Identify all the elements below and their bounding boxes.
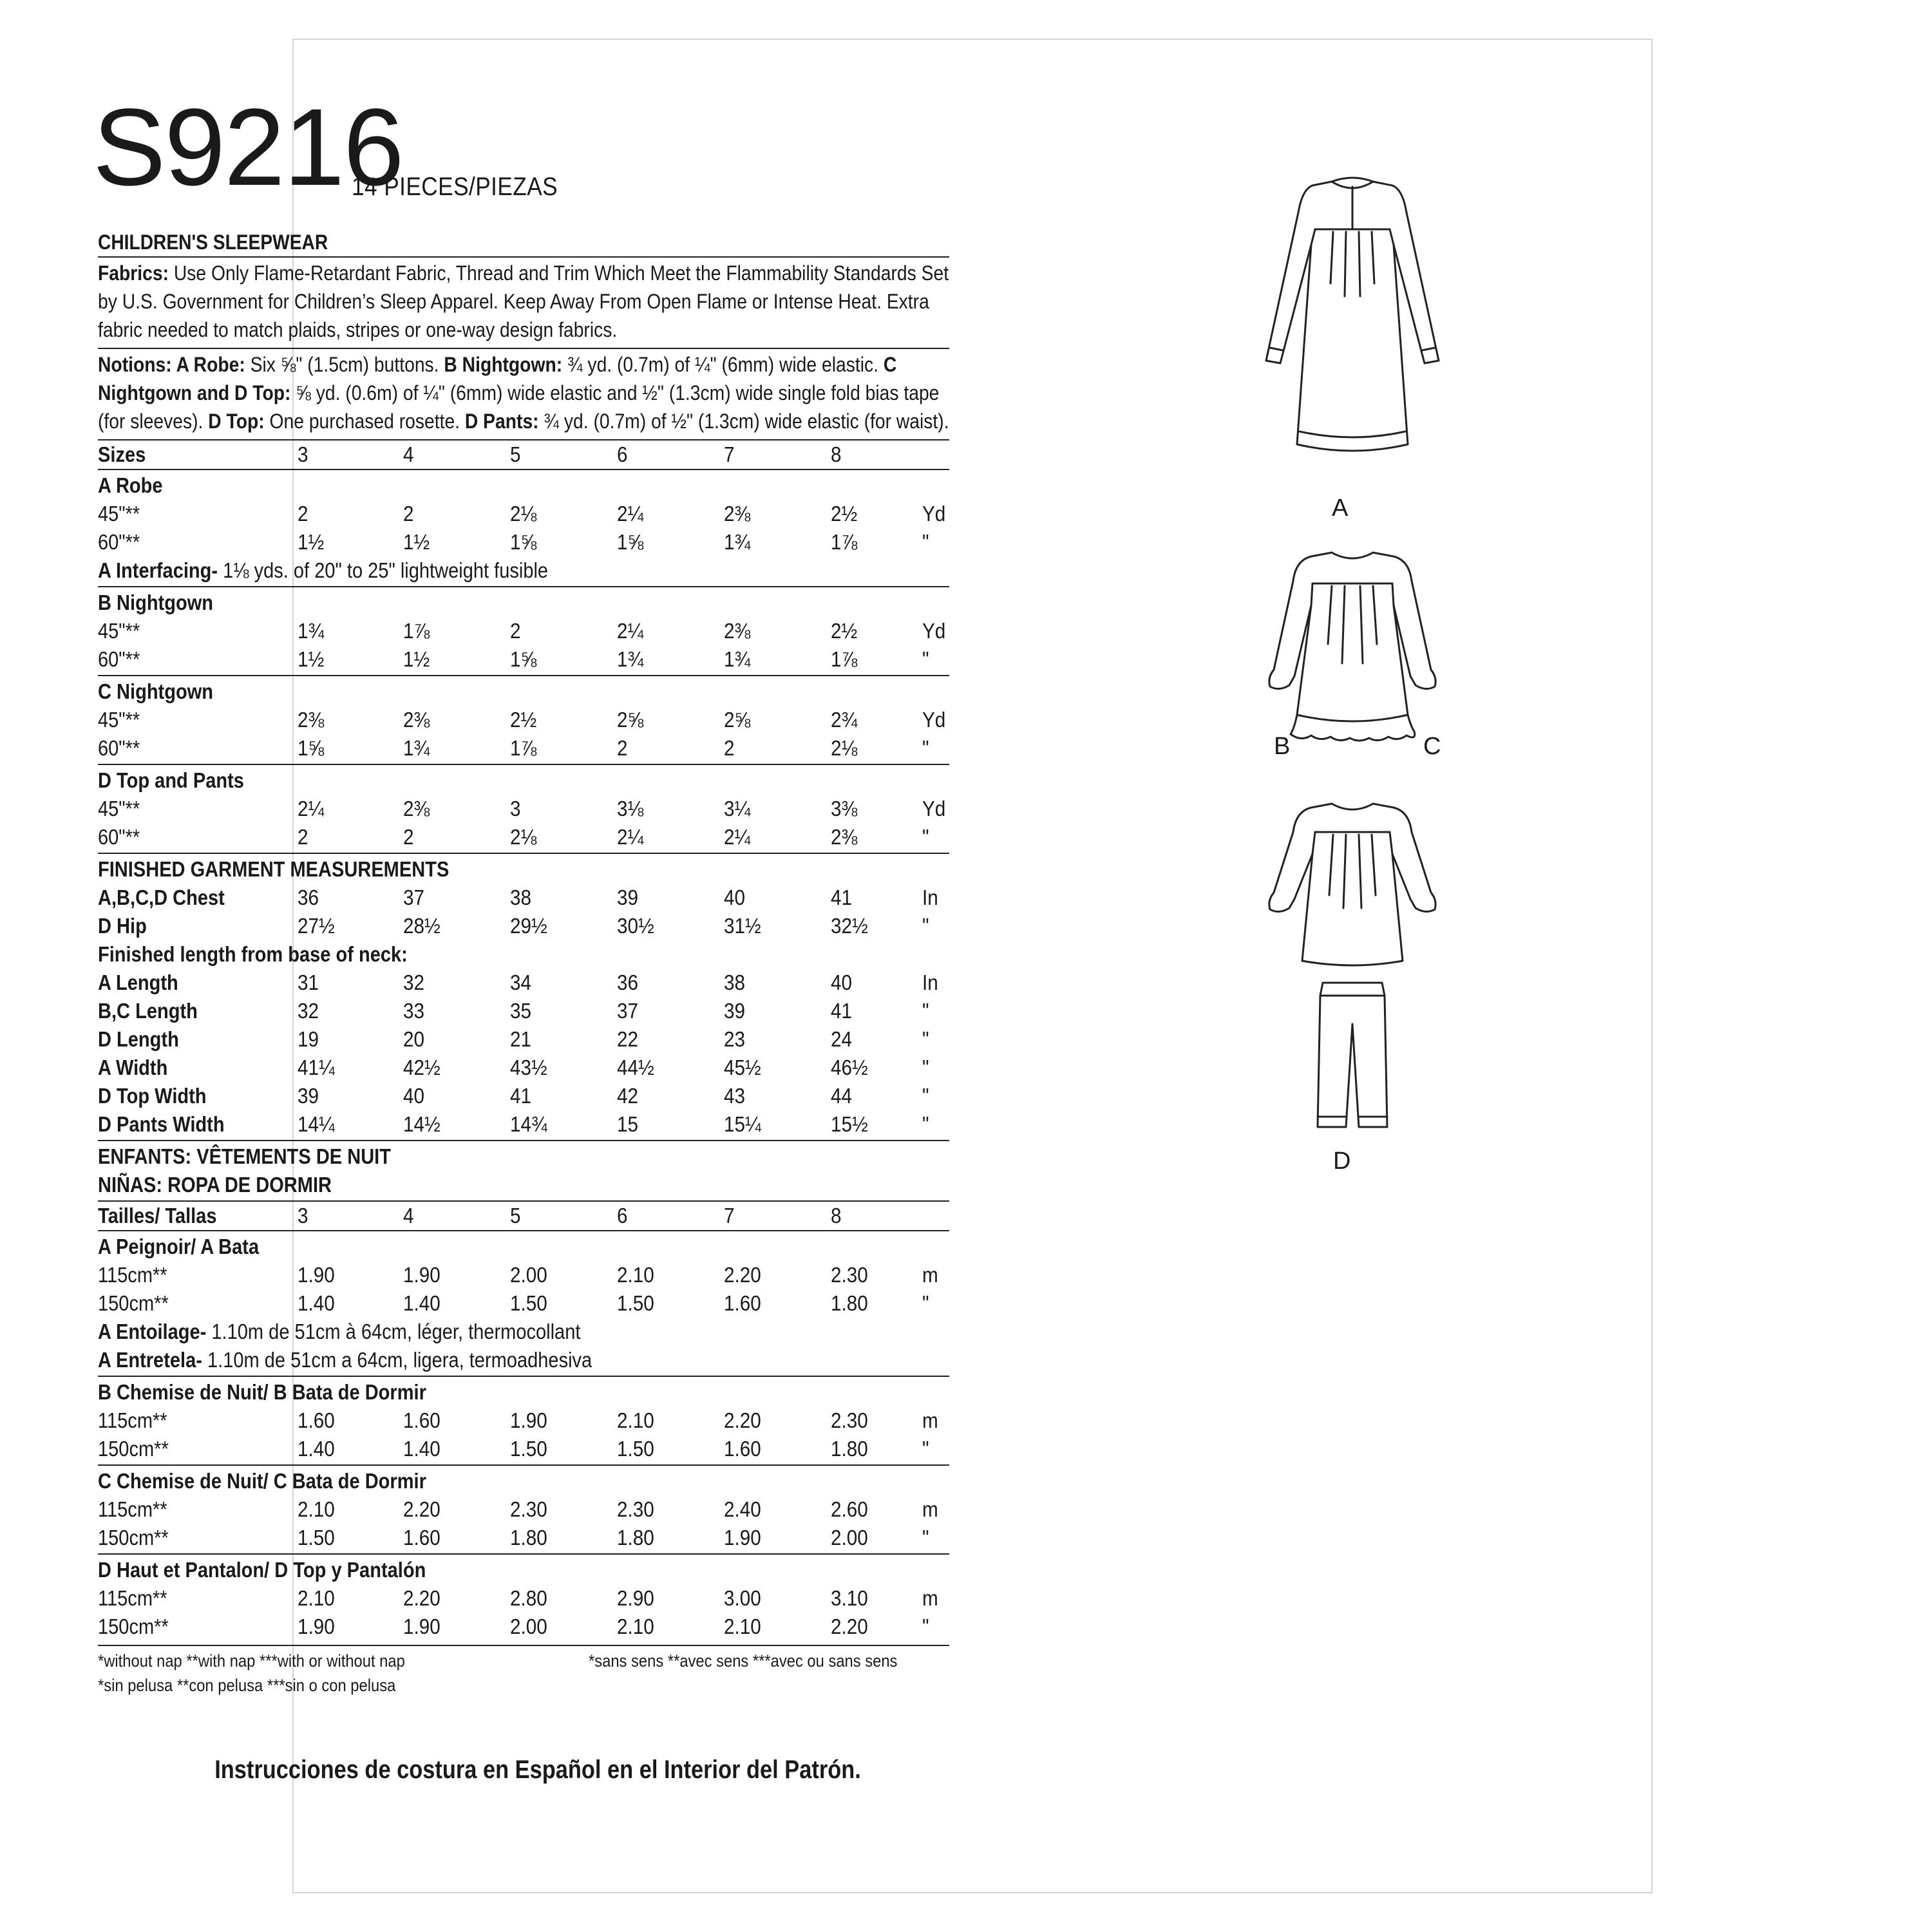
table-row: 150cm** 1.40 1.40 1.50 1.50 1.60 1.80 "	[98, 1437, 929, 1461]
notions-text: Notions: A Robe: Six ⅝" (1.5cm) buttons. B Nightgown: ¾ yd. (0.7m) of ¼" (6mm) wide elastic. C Nightgown and D Top: ⅝ yd. (0.6m) of ¼" (6mm) wide elastic and ½" (1.3cm) wide single fold bias tape (for sleeves). D Top: One purchased rosette. D Pants: ¾ yd. (0.7m) of ½" (1.3cm) wide elastic (for waist).	[98, 353, 949, 433]
pattern-info	[93, 86, 949, 1698]
pattern-number: S9216	[93, 86, 403, 209]
view-label-a: A	[1332, 495, 1349, 522]
table-row: D Hip 27½ 28½ 29½ 30½ 31½ 32½ "	[98, 914, 929, 938]
table-row: 60"** 1½ 1½ 1⅝ 1⅝ 1¾ 1⅞ "	[98, 530, 929, 554]
intl-a: A Peignoir/ A Bata 115cm** 1.90 1.90 2.00 2.10 2.20 2.30 m 150cm** 1.40 1.40 1.50 1.50 1.60 1.80 " A Entoilage- 1.10m de 51cm à 64cm, léger, thermocollant A Entretela- 1.10m de 51cm a 64cm, ligera, termoadhesiva	[98, 1231, 949, 1376]
yardage-c-nightgown: C Nightgown 45"** 2⅜ 2⅜ 2½ 2⅝ 2⅝ 2¾ Yd 60"** 1⅝ 1¾ 1⅞ 2 2 2⅛ "	[98, 676, 949, 764]
intl-d: D Haut et Pantalon/ D Top y Pantalón 115cm** 2.10 2.20 2.80 2.90 3.00 3.10 m 150cm** 1.90 1.90 2.00 2.10 2.10 2.20 "	[98, 1555, 949, 1642]
header	[93, 86, 949, 228]
table-row: 115cm** 2.10 2.20 2.80 2.90 3.00 3.10 m	[98, 1586, 938, 1610]
view-label-d: D	[1333, 1148, 1351, 1175]
piece-count: 14 PIECES/PIEZAS	[352, 173, 558, 201]
table-row: 60"** 1⅝ 1¾ 1⅞ 2 2 2⅛ "	[98, 736, 929, 760]
table-row: A,B,C,D Chest 36 37 38 39 40 41 In	[98, 886, 938, 909]
table-row: 115cm** 2.10 2.20 2.30 2.30 2.40 2.60 m	[98, 1497, 938, 1521]
sizes-header-row: Sizes 3 4 5 6 7 8	[98, 442, 842, 466]
interfacing-row: A Interfacing- 1⅛ yds. of 20" to 25" lightweight fusible	[98, 558, 549, 582]
table-row: 45"** 1¾ 1⅞ 2 2¼ 2⅜ 2½ Yd	[98, 619, 946, 643]
finished-measurements: FINISHED GARMENT MEASUREMENTS A,B,C,D Chest 36 37 38 39 40 41 In D Hip 27½ 28½ 29½ 30½ 31½ 32½ " Finished length from base of neck: A Length 31 32 34 36 38 40 In B,C Length 32 33 35 37 39 41 " D Length 19 20 21 22 23 24 " A Width 41¼ 42½ 43½ 44½ 45½ 46½ " D Top Width 39 40 41 42 43 44 " D Pants Width 14¼ 14½ 14¾ 15 15¼ 15½ "	[98, 854, 949, 1140]
robe-a-illustration	[1256, 167, 1449, 489]
table-row: 45"** 2¼ 2⅜ 3 3⅛ 3¼ 3⅜ Yd	[98, 797, 946, 820]
yardage-d-top-pants: D Top and Pants 45"** 2¼ 2⅜ 3 3⅛ 3¼ 3⅜ Yd 60"** 2 2 2⅛ 2¼ 2¼ 2⅜ "	[98, 765, 949, 853]
view-label-b: B	[1274, 733, 1291, 760]
table-row: 45"** 2⅜ 2⅜ 2½ 2⅝ 2⅝ 2¾ Yd	[98, 708, 946, 732]
view-label-c: C	[1423, 733, 1441, 760]
table-row: B,C Length 32 33 35 37 39 41 "	[98, 999, 929, 1023]
intl-b: B Chemise de Nuit/ B Bata de Dormir 115cm** 1.60 1.60 1.90 2.10 2.20 2.30 m 150cm** 1.40 1.40 1.50 1.50 1.60 1.80 "	[98, 1377, 949, 1464]
yardage-b-nightgown: B Nightgown 45"** 1¾ 1⅞ 2 2¼ 2⅜ 2½ Yd 60"** 1½ 1½ 1⅝ 1¾ 1¾ 1⅞ "	[98, 587, 949, 675]
table-row: D Top Width 39 40 41 42 43 44 "	[98, 1084, 929, 1108]
nightgown-bc-illustration	[1256, 541, 1449, 747]
intl-title: ENFANTS: VÊTEMENTS DE NUIT NIÑAS: ROPA DE DORMIR	[98, 1144, 391, 1197]
table-row: 115cm** 1.60 1.60 1.90 2.10 2.20 2.30 m	[98, 1408, 938, 1432]
intl-sizes-header-row: Tailles/ Tallas 3 4 5 6 7 8	[98, 1204, 842, 1227]
table-row: 150cm** 1.90 1.90 2.00 2.10 2.10 2.20 "	[98, 1615, 929, 1638]
table-row: 60"** 1½ 1½ 1⅝ 1¾ 1¾ 1⅞ "	[98, 647, 929, 671]
yardage-a-robe: A Robe 45"** 2 2 2⅛ 2¼ 2⅜ 2½ Yd 60"** 1½ 1½ 1⅝ 1⅝ 1¾ 1⅞ " A Interfacing- 1⅛ yds. of 20" to 25" lightweight fusible	[98, 470, 949, 586]
nap-notes-es: *sin pelusa **con pelusa ***sin o con pelusa	[98, 1676, 396, 1695]
table-row: 60"** 2 2 2⅛ 2¼ 2¼ 2⅜ "	[98, 825, 929, 849]
top-pants-d-illustration	[1256, 792, 1449, 1153]
table-row: 45"** 2 2 2⅛ 2¼ 2⅜ 2½ Yd	[98, 502, 946, 526]
table-row: 150cm** 1.40 1.40 1.50 1.50 1.60 1.80 "	[98, 1291, 929, 1315]
table-row: D Length 19 20 21 22 23 24 "	[98, 1027, 929, 1051]
spanish-instructions-note: Instrucciones de costura en Español en el Interior del Patrón.	[214, 1756, 861, 1784]
table-row: 150cm** 1.50 1.60 1.80 1.80 1.90 2.00 "	[98, 1526, 929, 1549]
table-row: 115cm** 1.90 1.90 2.00 2.10 2.20 2.30 m	[98, 1263, 938, 1287]
table-row: D Pants Width 14¼ 14½ 14¾ 15 15¼ 15½ "	[98, 1112, 929, 1136]
table-row: A Length 31 32 34 36 38 40 In	[98, 971, 938, 994]
intl-c: C Chemise de Nuit/ C Bata de Dormir 115cm** 2.10 2.20 2.30 2.30 2.40 2.60 m 150cm** 1.50 1.60 1.80 1.80 1.90 2.00 "	[98, 1466, 949, 1553]
table-row: A Width 41¼ 42½ 43½ 44½ 45½ 46½ "	[98, 1056, 929, 1079]
category-title: CHILDREN'S SLEEPWEAR	[98, 231, 328, 254]
fabrics-text: Fabrics: Use Only Flame-Retardant Fabric, Thread and Trim Which Meet the Flammability Standards Set by U.S. Government for Children’s Sleep Apparel. Keep Away From Open Flame or Intense Heat. Extra fabric needed to match plaids, stripes or one-way design fabrics.	[98, 261, 949, 341]
nap-notes-en: *without nap **with nap ***with or without nap *sans sens **avec sens ***avec ou sans sens	[98, 1651, 898, 1671]
